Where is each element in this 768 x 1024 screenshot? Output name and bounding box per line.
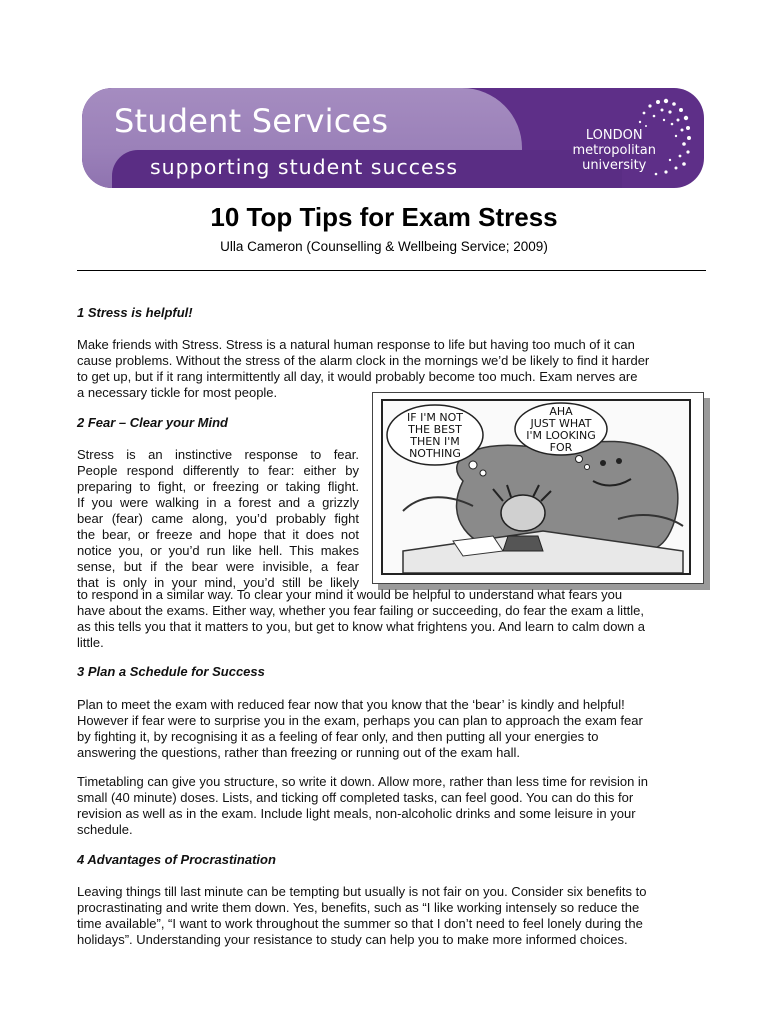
section-heading-2: 2 Fear – Clear your Mind: [77, 415, 228, 430]
bubble-right-line: I'M LOOKING: [526, 429, 596, 442]
section-heading-1: 1 Stress is helpful!: [77, 305, 193, 320]
section-2-paragraph-wide: [77, 587, 705, 651]
university-logo: [522, 88, 704, 188]
text-line: People respond differently to fear: either by: [77, 463, 359, 478]
bubble-left-line: THEN I'M: [410, 435, 460, 448]
exam-stress-cartoon: [372, 392, 704, 584]
text-line: Stress is an instinctive response to fear.: [77, 447, 359, 462]
bubble-left-line: THE BEST: [408, 423, 462, 436]
text-line: that is only in your mind, you’d still be likely: [77, 575, 359, 590]
section-heading-4: 4 Advantages of Procrastination: [77, 852, 276, 867]
text-line: Leaving things till last minute can be tempting but usually is not fair on you. Consider six benefits to: [77, 884, 647, 899]
university-line-metropolitan: metropolitan: [572, 143, 656, 158]
text-line: revision as well as in the exam. Include light meals, non-alcoholic drinks and some leisure in your: [77, 806, 636, 821]
text-line: a necessary tickle for most people.: [77, 385, 278, 400]
text-line: holidays”. Understanding your resistance to study can help you to make more informed choices.: [77, 932, 628, 947]
cartoon-drawing: [383, 401, 689, 573]
text-line: If you were walking in a forest and a grizzly: [77, 495, 359, 510]
text-line: small (40 minute) doses. Lists, and ticking off completed tasks, can feel good. You can do this for: [77, 790, 634, 805]
section-2-paragraph-narrow: [77, 447, 359, 591]
text-line: Make friends with Stress. Stress is a natural human response to life but having too much of it can: [77, 337, 635, 352]
university-line-university: university: [582, 158, 647, 173]
text-line: little.: [77, 635, 104, 650]
text-line: sense, but if the bear were invisible, a fear: [77, 559, 359, 574]
document-author: Ulla Cameron (Counselling & Wellbeing Service; 2009): [220, 239, 548, 254]
text-line: procrastinating and write them down. Yes, benefits, such as “I like working intensely so reduce the: [77, 900, 640, 915]
text-line: cause problems. Without the stress of the alarm clock in the mornings we’d be likely to find it harder: [77, 353, 650, 368]
text-line: to get up, but if it rang intermittently all day, it would probably become too much. Exam nerves are: [77, 369, 638, 384]
university-name: [572, 128, 656, 173]
banner-subtitle: supporting student success: [150, 155, 458, 179]
cartoon-image: [381, 399, 691, 575]
text-line: Timetabling can give you structure, so write it down. Allow more, rather than less time for revision in: [77, 774, 649, 789]
text-line: have about the exams. Either way, whether you fear failing or succeeding, do fear the exam a little,: [77, 603, 645, 618]
section-heading-3: 3 Plan a Schedule for Success: [77, 664, 265, 679]
section-3-paragraph-1: [77, 697, 705, 761]
bubble-right-line: AHA: [549, 405, 573, 418]
banner-title: Student Services: [114, 102, 389, 140]
text-line: to respond in a similar way. To clear your mind it would be helpful to understand what fears you: [77, 587, 623, 602]
title-divider: [77, 270, 706, 271]
text-line: the bear, or freeze and hope that it does not: [77, 527, 359, 542]
bubble-left-line: NOTHING: [409, 447, 461, 460]
text-line: as this tells you that it matters to you, but get to know what frightens you. And learn to calm down a: [77, 619, 645, 634]
bubble-right-line: JUST WHAT: [530, 417, 592, 430]
text-line: Plan to meet the exam with reduced fear now that you know that the ‘bear’ is kindly and helpful!: [77, 697, 625, 712]
document-title: 10 Top Tips for Exam Stress: [210, 202, 558, 232]
header-banner: [82, 88, 704, 188]
bubble-left-line: IF I'M NOT: [407, 411, 463, 424]
section-3-paragraph-2: [77, 774, 705, 838]
text-line: schedule.: [77, 822, 133, 837]
text-line: by fighting it, by recognising it as a feeling of fear only, and then putting all your energies to: [77, 729, 599, 744]
bubble-right-line: FOR: [549, 441, 573, 454]
text-line: notice you, or you’d run like hell. This makes: [77, 543, 359, 558]
text-line: answering the questions, rather than freezing or running out of the exam hall.: [77, 745, 520, 760]
text-line: time available”, “I want to work throughout the summer so that I don’t need to feel lonely during the: [77, 916, 643, 931]
text-line: bear (fear) came along, you’d probably fight: [77, 511, 359, 526]
text-line: preparing to fight, or freezing or taking flight.: [77, 479, 359, 494]
university-line-london: LONDON: [585, 128, 643, 143]
text-line: However if fear were to surprise you in the exam, perhaps you can plan to approach the exam fear: [77, 713, 643, 728]
section-4-paragraph: [77, 884, 705, 948]
